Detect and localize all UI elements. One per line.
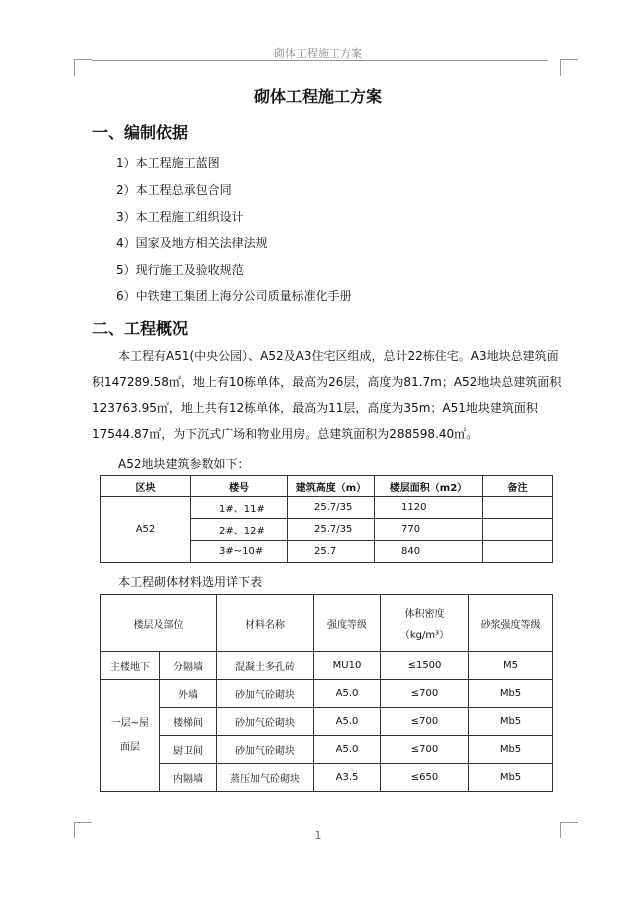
table1-header-remark: 备注: [483, 476, 553, 497]
table-cell: 砂加气砼砌块: [217, 736, 314, 764]
table-cell: 楼梯间: [160, 708, 217, 736]
overview-paragraph: 本工程有A51(中央公园）、A52及A3住宅区组成，总计22栋住宅。A3地块总建筑面积147289.58㎡，地上有10栋单体，最高为26层，高度为81.7m；A52地块总建筑面积123763.95㎡，地上共有12栋单体，最高为11层，高度为35m；A51地块建筑面积17544.87㎡，为下沉式广场和物业用房。总建筑面积为288598.40㎡。: [92, 349, 562, 441]
table2-header-density: [381, 595, 469, 652]
table2-header-strength: 强度等级: [314, 595, 381, 652]
table-cell: Mb5: [469, 680, 553, 708]
section-heading-basis: 一、编制依据: [92, 123, 189, 142]
table-cell: 砂加气砼砌块: [217, 708, 314, 736]
basis-item-6: 6）中铁建工集团上海分公司质量标准化手册: [116, 289, 352, 303]
table-cell: 1#、11#: [191, 497, 288, 519]
table-row: [101, 652, 553, 680]
table-cell: MU10: [314, 652, 381, 680]
table-cell: 25.7/35: [288, 497, 375, 519]
table-cell: M5: [469, 652, 553, 680]
table1-block-cell: A52: [101, 497, 191, 563]
page-number: 1: [314, 829, 322, 842]
basis-item-5: 5）现行施工及验收规范: [116, 263, 244, 277]
table-cell: Mb5: [469, 764, 553, 792]
basis-item-3: 3）本工程施工组织设计: [116, 210, 244, 224]
basis-item-1: 1）本工程施工蓝图: [116, 156, 220, 170]
table-cell: 770: [375, 519, 483, 541]
table-cell: 主楼地下: [101, 652, 160, 680]
table-cell: Mb5: [469, 736, 553, 764]
building-parameters-table: [100, 475, 553, 563]
table-cell: 25.7/35: [288, 519, 375, 541]
crop-mark-top-right: [560, 60, 561, 76]
basis-item-2: 2）本工程总承包合同: [116, 183, 232, 197]
table-cell: 25.7: [288, 541, 375, 563]
crop-mark-top-left: [74, 60, 75, 76]
table-cell: ≤700: [381, 708, 469, 736]
table-cell: 内隔墙: [160, 764, 217, 792]
table1-header-height: 建筑高度（m）: [288, 476, 375, 497]
table-cell: A5.0: [314, 708, 381, 736]
table-cell: 3#~10#: [191, 541, 288, 563]
table1-header-building: 楼号: [191, 476, 288, 497]
section-heading-overview: 二、工程概况: [92, 319, 189, 338]
table-cell: 2#、12#: [191, 519, 288, 541]
table-cell: A3.5: [314, 764, 381, 792]
table-cell: Mb5: [469, 708, 553, 736]
density-header-line2: （kg/m³）: [399, 630, 450, 641]
running-header: 砌体工程施工方案: [274, 47, 362, 60]
table-cell: ≤700: [381, 736, 469, 764]
table2-header-floor-part: 楼层及部位: [101, 595, 217, 652]
table-cell: 外墙: [160, 680, 217, 708]
basis-item-4: 4）国家及地方相关法律法规: [116, 236, 268, 250]
table-row: [101, 764, 553, 792]
masonry-materials-table: [100, 594, 553, 792]
table1-header-block: 区块: [101, 476, 191, 497]
table-cell: [483, 541, 553, 563]
density-header-line1: 体积密度: [404, 609, 445, 620]
table-row: [101, 680, 553, 708]
table-cell: A5.0: [314, 736, 381, 764]
crop-mark-bottom-left-h: [74, 822, 92, 823]
table1-caption: A52地块建筑参数如下：: [118, 457, 250, 471]
table-cell: ≤700: [381, 680, 469, 708]
table2-header-material: 材料名称: [217, 595, 314, 652]
table-cell: 分隔墙: [160, 652, 217, 680]
header-rule: [92, 60, 548, 61]
table-cell: [483, 519, 553, 541]
table-cell: 混凝土多孔砖: [217, 652, 314, 680]
table2-header-mortar: 砂浆强度等级: [469, 595, 553, 652]
table-row: [101, 497, 553, 519]
table-cell: 840: [375, 541, 483, 563]
table2-caption: 本工程砌体材料选用详下表: [118, 575, 263, 589]
table-row: [101, 736, 553, 764]
crop-mark-top-left-h: [74, 59, 92, 60]
table-row: [101, 708, 553, 736]
table-cell: [483, 497, 553, 519]
table-cell: ≤1500: [381, 652, 469, 680]
table-cell: 1120: [375, 497, 483, 519]
document-title: 砌体工程施工方案: [253, 87, 382, 106]
table-cell: 蒸压加气砼砌块: [217, 764, 314, 792]
table1-header-area: 楼层面积（m2）: [375, 476, 483, 497]
table-cell: A5.0: [314, 680, 381, 708]
table2-upper-group-cell: 一层~屋面层: [101, 680, 160, 792]
table-cell: 砂加气砼砌块: [217, 680, 314, 708]
crop-mark-bottom-right-h: [560, 822, 578, 823]
crop-mark-top-right-h: [560, 59, 578, 60]
table-cell: 厨卫间: [160, 736, 217, 764]
table-cell: ≤650: [381, 764, 469, 792]
